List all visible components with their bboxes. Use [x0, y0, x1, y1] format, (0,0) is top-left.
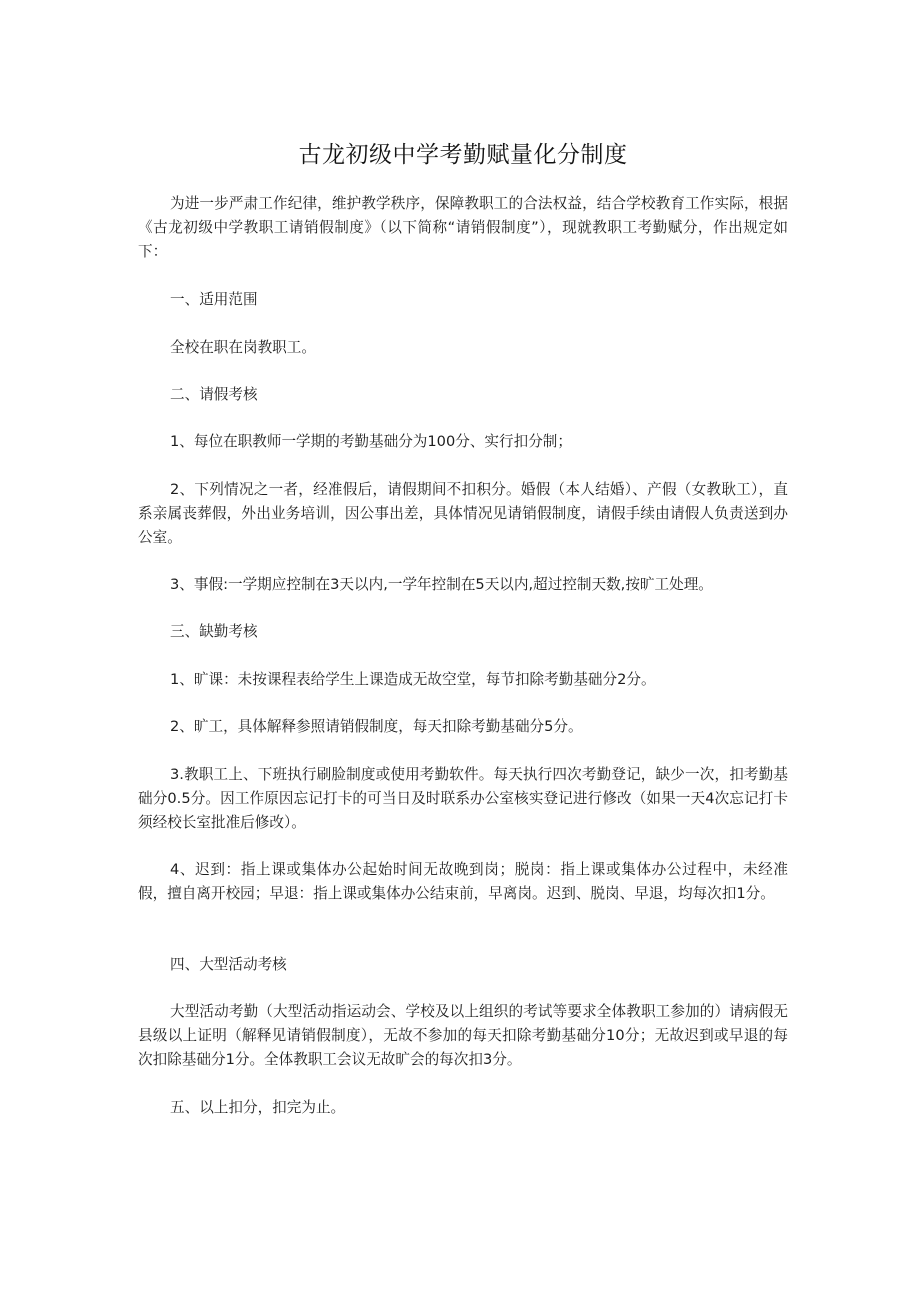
absence-item-3: 3.教职工上、下班执行刷脸制度或使用考勤软件。每天执行四次考勤登记，缺少一次，扣考勤基础分0.5分。因工作原因忘记打卡的可当日及时联系办公室核实登记进行修改（如果一天4次忘记打卡须经校长室批准后修改）。 [138, 766, 788, 831]
absence-item-2: 2、旷工，具体解释参照请销假制度，每天扣除考勤基础分5分。 [170, 718, 583, 735]
section-heading-leave: 二、请假考核 [170, 386, 258, 403]
section-heading-deduction-limit: 五、以上扣分，扣完为止。 [170, 1099, 346, 1116]
leave-item-2: 2、下列情况之一者，经准假后，请假期间不扣积分。婚假（本人结婚）、产假（女教耿工），直系亲属丧葬假，外出业务培训，因公事出差，具体情况见请销假制度，请假手续由请假人负责送到办公室。 [138, 481, 788, 546]
document-title: 古龙初级中学考勤赋量化分制度 [298, 142, 628, 168]
section-heading-absence: 三、缺勤考核 [170, 623, 258, 640]
leave-item-3: 3、事假:一学期应控制在3天以内,一学年控制在5天以内,超过控制天数,按旷工处理。 [170, 576, 713, 593]
absence-item-4: 4、迟到：指上课或集体办公起始时间无故晚到岗；脱岗：指上课或集体办公过程中，未经准假，擅自离开校园；早退：指上课或集体办公结束前，早离岗。迟到、脱岗、早退，均每次扣1分。 [138, 861, 788, 902]
activities-paragraph: 大型活动考勤（大型活动指运动会、学校及以上组织的考试等要求全体教职工参加的）请病假无县级以上证明（解释见请销假制度），无故不参加的每天扣除考勤基础分10分；无故迟到或早退的每次扣除基础分1分。全体教职工会议无故旷会的每次扣3分。 [138, 1003, 788, 1068]
absence-item-1: 1、旷课：未按课程表给学生上课造成无故空堂，每节扣除考勤基础分2分。 [170, 671, 656, 688]
section-heading-activities: 四、大型活动考核 [170, 956, 287, 973]
leave-item-1: 1、每位在职教师一学期的考勤基础分为100分、实行扣分制； [170, 433, 572, 450]
scope-paragraph: 全校在职在岗教职工。 [170, 339, 316, 356]
intro-paragraph: 为进一步严肃工作纪律，维护教学秩序，保障教职工的合法权益，结合学校教育工作实际，根据《古龙初级中学教职工请销假制度》（以下简称“请销假制度”），现就教职工考勤赋分，作出规定如下： [138, 195, 788, 260]
section-heading-scope: 一、适用范围 [170, 291, 258, 308]
